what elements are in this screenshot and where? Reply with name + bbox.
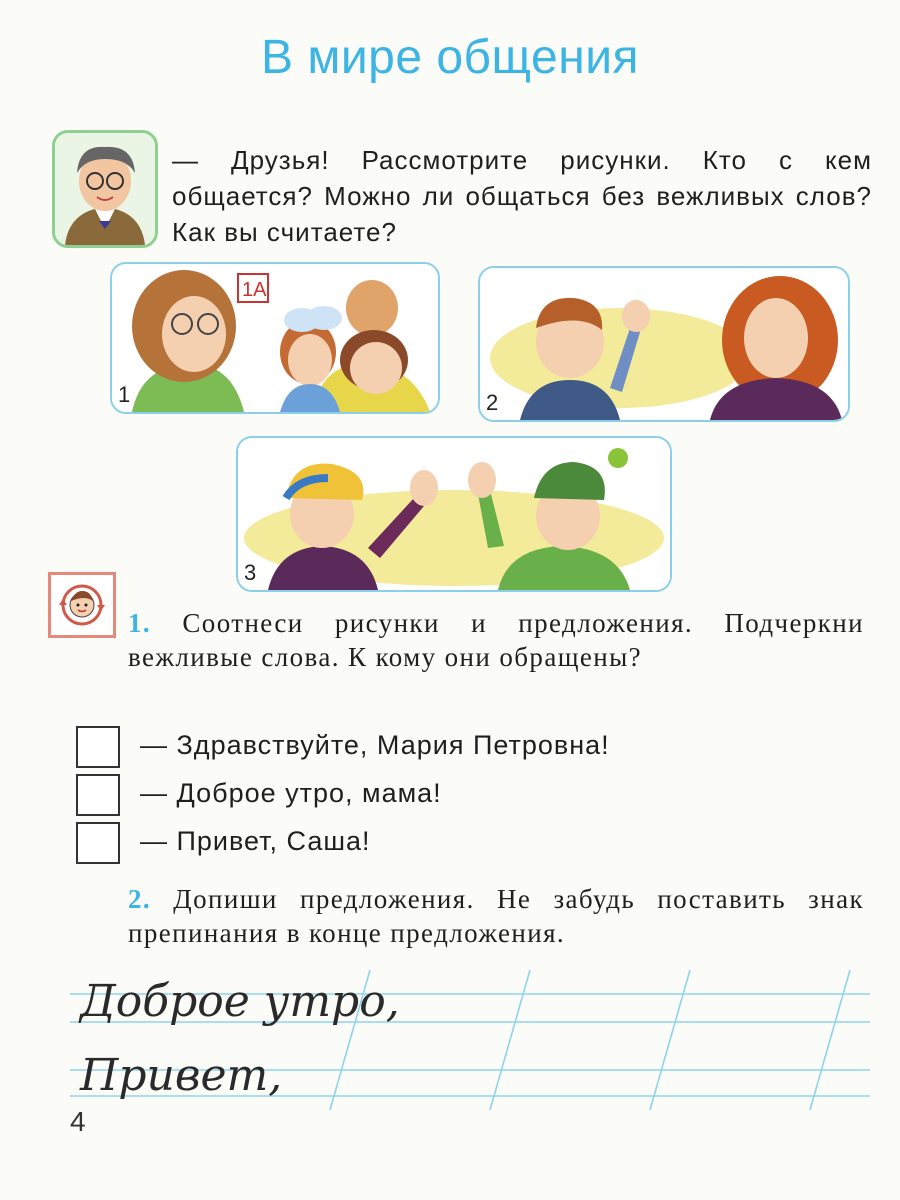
- pair-work-icon: [48, 572, 116, 638]
- handwriting-line-2: Привет,: [80, 1050, 283, 1101]
- option-text: — Доброе утро, мама!: [140, 778, 442, 808]
- task-2-number: 2.: [128, 884, 152, 914]
- intro-text: — Друзья! Рассмотрите рисунки. Кто с кем общается? Можно ли общаться без вежливых слов? Как вы считаете?: [172, 145, 872, 247]
- picture-2: [478, 266, 850, 422]
- picture-1: [110, 262, 440, 414]
- picture-3: [236, 436, 672, 592]
- picture-number: 2: [486, 390, 499, 415]
- answer-checkbox[interactable]: [76, 822, 120, 864]
- page-number: 4: [70, 1106, 86, 1137]
- task-2-text: Допиши предложения. Не забудь поставить знак препинания в конце предложения.: [128, 884, 864, 948]
- picture-number: 3: [244, 560, 257, 585]
- task-1: [128, 606, 864, 674]
- option-text: — Привет, Саша!: [140, 826, 371, 856]
- option-text: — Здравствуйте, Мария Петровна!: [140, 730, 610, 760]
- task-2: [128, 882, 864, 950]
- teacher-avatar: [52, 130, 158, 248]
- task-1-text: Соотнеси рисунки и предложения. Подчеркни вежливые слова. К кому они обращены?: [128, 608, 865, 672]
- picture-number: 1: [118, 382, 131, 407]
- task-1-number: 1.: [128, 608, 152, 638]
- handwriting-line-1: Доброе утро,: [80, 976, 400, 1027]
- page-title: В мире общения: [260, 31, 640, 84]
- answer-checkbox[interactable]: [76, 726, 120, 768]
- answer-checkbox[interactable]: [76, 774, 120, 816]
- class-badge: 1А: [242, 279, 267, 301]
